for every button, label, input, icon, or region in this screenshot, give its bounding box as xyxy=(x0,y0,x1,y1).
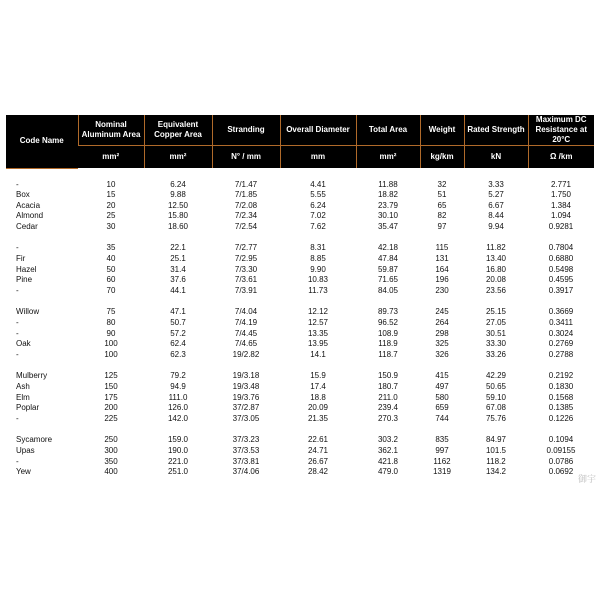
cell-weight: 326 xyxy=(435,349,449,359)
cell-stranding: 37/4.06 xyxy=(232,467,260,477)
cell-equivalent-copper: 44.1 xyxy=(170,285,186,295)
cell-rated-strength: 59.10 xyxy=(485,392,507,402)
cell-equivalent-copper: 18.60 xyxy=(167,221,189,231)
cell-total-area: 303.2 xyxy=(377,435,399,445)
cell-code-name: Elm xyxy=(16,392,30,402)
header-max-dc-resistance: Maximum DC Resistance at 20°C xyxy=(528,115,594,146)
unit-total-area: mm² xyxy=(356,146,420,169)
cell-total-area: 150.9 xyxy=(377,371,399,381)
cell-max-dc-resistance: 2.771 xyxy=(550,179,572,189)
table-row xyxy=(6,265,594,276)
cell-overall-diameter: 11.73 xyxy=(308,285,328,295)
cell-nominal-area: 10 xyxy=(106,179,116,189)
cell-rated-strength: 5.27 xyxy=(488,190,504,200)
cell-equivalent-copper: 79.2 xyxy=(170,371,186,381)
cell-max-dc-resistance: 0.3024 xyxy=(548,328,574,338)
cell-nominal-area: 150 xyxy=(104,382,118,391)
cell-equivalent-copper: 15.80 xyxy=(167,211,189,221)
cell-stranding: 7/4.65 xyxy=(234,339,258,349)
table-row xyxy=(6,222,594,233)
cell-equivalent-copper: 31.4 xyxy=(170,264,186,274)
cell-max-dc-resistance: 0.2788 xyxy=(548,349,574,359)
watermark-text: 御宇 xyxy=(578,474,597,484)
cell-stranding: 7/1.47 xyxy=(234,179,258,189)
cell-weight: 196 xyxy=(435,275,449,285)
cell-total-area: 211.0 xyxy=(378,392,398,402)
cell-rated-strength: 9.94 xyxy=(488,221,504,231)
cell-overall-diameter: 20.09 xyxy=(307,403,329,413)
group-spacer-cell xyxy=(6,232,594,243)
cell-equivalent-copper: 221.0 xyxy=(167,456,189,466)
cell-nominal-area: 100 xyxy=(104,349,118,359)
cell-code-name: Yew xyxy=(16,467,31,477)
cell-code-name: Upas xyxy=(16,445,35,455)
cell-overall-diameter: 5.55 xyxy=(310,190,326,200)
cell-max-dc-resistance: 0.1226 xyxy=(548,413,574,423)
cell-weight: 580 xyxy=(435,392,449,402)
table-row xyxy=(6,371,594,382)
cell-overall-diameter: 4.41 xyxy=(310,179,326,189)
table-row xyxy=(6,243,594,254)
cell-overall-diameter: 6.24 xyxy=(310,200,326,210)
cell-max-dc-resistance: 0.3917 xyxy=(548,285,574,295)
cell-weight: 131 xyxy=(435,254,449,264)
table-row xyxy=(6,307,594,318)
cell-stranding: 7/3.91 xyxy=(234,285,258,295)
cell-code-name: Mulberry xyxy=(16,371,48,381)
table-row xyxy=(6,180,594,191)
cell-equivalent-copper: 57.2 xyxy=(170,328,186,338)
cell-rated-strength: 101.5 xyxy=(485,445,507,455)
cell-rated-strength: 67.08 xyxy=(485,403,507,413)
cell-weight: 497 xyxy=(435,382,449,391)
cell-max-dc-resistance: 1.750 xyxy=(550,190,572,200)
cell-rated-strength: 134.2 xyxy=(485,467,507,477)
table-row xyxy=(6,201,594,212)
unit-nominal-area: mm² xyxy=(78,146,144,169)
cell-rated-strength: 25.15 xyxy=(485,307,507,317)
cell-code-name: - xyxy=(16,456,19,466)
cell-equivalent-copper: 47.1 xyxy=(170,307,186,317)
unit-rated-strength: kN xyxy=(464,146,528,169)
cell-nominal-area: 30 xyxy=(106,221,116,231)
cell-nominal-area: 75 xyxy=(106,307,116,317)
cell-weight: 744 xyxy=(435,413,449,423)
cell-code-name: Hazel xyxy=(16,264,37,274)
header-equivalent-copper: Equivalent Copper Area xyxy=(144,115,212,146)
cell-nominal-area: 35 xyxy=(106,243,116,253)
cell-stranding: 7/2.34 xyxy=(234,211,258,221)
cell-total-area: 89.73 xyxy=(377,307,399,317)
cell-weight: 1162 xyxy=(433,456,451,466)
cell-equivalent-copper: 142.0 xyxy=(167,413,189,423)
cell-code-name: - xyxy=(16,328,19,338)
cell-overall-diameter: 28.42 xyxy=(307,467,329,477)
cell-stranding: 19/3.76 xyxy=(232,392,260,402)
cell-overall-diameter: 7.62 xyxy=(310,221,326,231)
cell-nominal-area: 60 xyxy=(106,275,116,285)
cell-nominal-area: 250 xyxy=(104,435,118,445)
cell-total-area: 108.9 xyxy=(377,328,399,338)
cell-overall-diameter: 12.57 xyxy=(307,318,329,328)
cell-nominal-area: 200 xyxy=(104,403,118,413)
header-rated-strength: Rated Strength xyxy=(464,115,528,146)
group-spacer xyxy=(6,360,594,371)
cell-total-area: 11.88 xyxy=(378,179,398,189)
cell-stranding: 7/2.95 xyxy=(234,254,258,264)
table-row xyxy=(6,446,594,457)
cell-nominal-area: 50 xyxy=(106,264,116,274)
cell-weight: 32 xyxy=(437,179,447,189)
cell-weight: 82 xyxy=(437,211,447,221)
cell-total-area: 23.79 xyxy=(377,200,399,210)
cell-total-area: 239.4 xyxy=(377,403,399,413)
cell-equivalent-copper: 190.0 xyxy=(167,445,189,455)
cell-stranding: 7/4.19 xyxy=(234,318,258,328)
cell-total-area: 30.10 xyxy=(377,211,399,221)
cell-equivalent-copper: 94.9 xyxy=(170,382,186,391)
cell-total-area: 71.65 xyxy=(377,275,399,285)
cell-stranding: 37/3.53 xyxy=(232,445,260,455)
cell-equivalent-copper: 111.0 xyxy=(168,392,188,402)
cell-overall-diameter: 24.71 xyxy=(307,445,329,455)
unit-weight: kg/km xyxy=(420,146,464,169)
cell-equivalent-copper: 22.1 xyxy=(170,243,186,253)
cell-weight: 65 xyxy=(437,200,447,210)
cell-stranding: 19/2.82 xyxy=(232,349,260,359)
cell-overall-diameter: 12.12 xyxy=(307,307,329,317)
cell-equivalent-copper: 50.7 xyxy=(170,318,186,328)
cell-total-area: 421.8 xyxy=(377,456,399,466)
cell-weight: 415 xyxy=(435,371,449,381)
cell-nominal-area: 40 xyxy=(106,254,116,264)
cell-nominal-area: 20 xyxy=(106,200,116,210)
cell-nominal-area: 225 xyxy=(104,413,118,423)
cell-stranding: 37/3.81 xyxy=(232,456,260,466)
header-code-name: Code Name xyxy=(6,115,78,168)
cell-rated-strength: 118.2 xyxy=(486,456,506,466)
header-nominal-area: Nominal Aluminum Area xyxy=(78,115,144,146)
cell-max-dc-resistance: 0.7804 xyxy=(548,243,574,253)
group-spacer-cell xyxy=(6,360,594,371)
cell-rated-strength: 33.30 xyxy=(485,339,507,349)
cell-rated-strength: 42.29 xyxy=(485,371,507,381)
table-row xyxy=(6,254,594,265)
table-row xyxy=(6,435,594,446)
group-spacer xyxy=(6,232,594,243)
cell-code-name: - xyxy=(16,179,19,189)
unit-overall-diameter: mm xyxy=(280,146,356,169)
table-row xyxy=(6,393,594,404)
cell-code-name: Willow xyxy=(16,307,40,317)
cell-equivalent-copper: 9.88 xyxy=(170,190,186,200)
cell-max-dc-resistance: 0.09155 xyxy=(546,445,576,455)
cell-max-dc-resistance: 1.384 xyxy=(550,200,572,210)
cell-nominal-area: 25 xyxy=(106,211,116,221)
group-spacer xyxy=(6,168,594,180)
header-overall-diameter: Overall Diameter xyxy=(280,115,356,146)
cell-weight: 97 xyxy=(437,221,447,231)
cell-weight: 997 xyxy=(435,445,449,455)
cell-total-area: 96.52 xyxy=(377,318,399,328)
cell-max-dc-resistance: 0.1830 xyxy=(548,382,574,391)
cell-max-dc-resistance: 0.9281 xyxy=(548,221,574,231)
cell-nominal-area: 125 xyxy=(104,371,118,381)
table-row xyxy=(6,382,594,393)
cell-equivalent-copper: 37.6 xyxy=(170,275,186,285)
cell-overall-diameter: 13.35 xyxy=(307,328,329,338)
cell-rated-strength: 20.08 xyxy=(485,275,507,285)
cell-overall-diameter: 14.1 xyxy=(310,349,326,359)
cell-stranding: 7/2.77 xyxy=(234,243,258,253)
group-spacer xyxy=(6,296,594,307)
cell-weight: 298 xyxy=(435,328,449,338)
cell-nominal-area: 350 xyxy=(104,456,118,466)
cell-code-name: - xyxy=(16,349,19,359)
cell-max-dc-resistance: 0.2769 xyxy=(548,339,574,349)
table-row xyxy=(6,414,594,425)
cell-weight: 1319 xyxy=(433,467,451,477)
table-row xyxy=(6,318,594,329)
cell-overall-diameter: 18.8 xyxy=(310,392,326,402)
cell-overall-diameter: 21.35 xyxy=(307,413,329,423)
cell-total-area: 42.18 xyxy=(377,243,399,253)
cell-stranding: 7/3.61 xyxy=(234,275,258,285)
cell-nominal-area: 400 xyxy=(104,467,118,477)
cell-rated-strength: 8.44 xyxy=(488,211,504,221)
cell-overall-diameter: 13.95 xyxy=(307,339,329,349)
cell-weight: 115 xyxy=(435,243,449,253)
cell-stranding: 37/3.23 xyxy=(232,435,260,445)
cell-code-name: Cedar xyxy=(16,221,38,231)
table-row xyxy=(6,339,594,350)
cell-weight: 264 xyxy=(435,318,449,328)
cell-stranding: 7/4.04 xyxy=(234,307,258,317)
cell-equivalent-copper: 62.3 xyxy=(170,349,186,359)
cell-code-name: - xyxy=(16,285,19,295)
cell-equivalent-copper: 6.24 xyxy=(170,179,186,189)
cell-code-name: Almond xyxy=(16,211,44,221)
table-row xyxy=(6,286,594,297)
cell-stranding: 19/3.18 xyxy=(232,371,260,381)
cell-code-name: - xyxy=(16,243,19,253)
cell-nominal-area: 70 xyxy=(106,285,116,295)
header-weight: Weight xyxy=(420,115,464,146)
cell-code-name: Ash xyxy=(16,382,30,391)
cell-total-area: 180.7 xyxy=(377,382,399,391)
cell-total-area: 270.3 xyxy=(377,413,399,423)
cell-weight: 230 xyxy=(435,285,449,295)
conductor-spec-table-container xyxy=(6,115,594,478)
cell-total-area: 18.82 xyxy=(377,190,399,200)
cell-total-area: 59.87 xyxy=(377,264,399,274)
cell-rated-strength: 13.40 xyxy=(485,254,507,264)
cell-equivalent-copper: 251.0 xyxy=(167,467,189,477)
cell-max-dc-resistance: 0.0692 xyxy=(548,467,574,477)
cell-total-area: 35.47 xyxy=(377,221,399,231)
cell-nominal-area: 100 xyxy=(104,339,118,349)
cell-nominal-area: 80 xyxy=(106,318,116,328)
cell-rated-strength: 50.65 xyxy=(485,382,507,391)
unit-stranding: N° / mm xyxy=(212,146,280,169)
group-spacer-cell xyxy=(6,296,594,307)
cell-code-name: Poplar xyxy=(16,403,40,413)
cell-max-dc-resistance: 0.1094 xyxy=(548,435,574,445)
cell-max-dc-resistance: 0.1568 xyxy=(548,392,574,402)
cell-weight: 51 xyxy=(437,190,447,200)
header-stranding: Stranding xyxy=(212,115,280,146)
cell-equivalent-copper: 126.0 xyxy=(167,403,189,413)
cell-code-name: Pine xyxy=(16,275,33,285)
cell-overall-diameter: 8.85 xyxy=(310,254,326,264)
units-row xyxy=(6,146,594,169)
table-row xyxy=(6,403,594,414)
cell-nominal-area: 300 xyxy=(104,445,118,455)
cell-code-name: Fir xyxy=(16,254,26,264)
cell-rated-strength: 30.51 xyxy=(485,328,507,338)
cell-overall-diameter: 9.90 xyxy=(310,264,326,274)
cell-total-area: 118.9 xyxy=(378,339,398,349)
cell-stranding: 7/2.08 xyxy=(234,200,258,210)
cell-equivalent-copper: 25.1 xyxy=(170,254,186,264)
cell-max-dc-resistance: 0.0786 xyxy=(548,456,574,466)
cell-nominal-area: 15 xyxy=(106,190,116,200)
cell-stranding: 37/3.05 xyxy=(232,413,260,423)
cell-overall-diameter: 22.61 xyxy=(307,435,329,445)
cell-code-name: Box xyxy=(16,190,30,200)
cell-rated-strength: 75.76 xyxy=(485,413,507,423)
cell-rated-strength: 33.26 xyxy=(485,349,507,359)
table-row xyxy=(6,190,594,201)
cell-total-area: 47.84 xyxy=(377,254,399,264)
cell-code-name: - xyxy=(16,413,19,423)
cell-code-name: - xyxy=(16,318,19,328)
cell-code-name: Sycamore xyxy=(16,435,53,445)
cell-equivalent-copper: 62.4 xyxy=(170,339,186,349)
cell-stranding: 37/2.87 xyxy=(232,403,260,413)
cell-max-dc-resistance: 0.5498 xyxy=(548,264,574,274)
cell-total-area: 84.05 xyxy=(377,285,399,295)
unit-equivalent-copper: mm² xyxy=(144,146,212,169)
table-row xyxy=(6,329,594,340)
cell-rated-strength: 3.33 xyxy=(488,179,504,189)
cell-stranding: 7/2.54 xyxy=(234,221,258,231)
cell-total-area: 479.0 xyxy=(377,467,399,477)
table-row xyxy=(6,467,594,478)
cell-rated-strength: 6.67 xyxy=(488,200,504,210)
cell-rated-strength: 84.97 xyxy=(485,435,507,445)
group-spacer xyxy=(6,424,594,435)
table-row xyxy=(6,275,594,286)
cell-rated-strength: 11.82 xyxy=(486,243,506,253)
cell-weight: 164 xyxy=(435,264,449,274)
cell-stranding: 7/3.30 xyxy=(234,264,258,274)
cell-max-dc-resistance: 1.094 xyxy=(550,211,572,221)
table-row xyxy=(6,211,594,222)
cell-equivalent-copper: 159.0 xyxy=(167,435,189,445)
unit-max-dc-resistance: Ω /km xyxy=(528,146,594,169)
cell-max-dc-resistance: 0.6880 xyxy=(548,254,574,264)
cell-nominal-area: 175 xyxy=(104,392,118,402)
cell-total-area: 118.7 xyxy=(378,349,398,359)
header-row xyxy=(6,115,594,146)
table-row xyxy=(6,457,594,468)
cell-weight: 325 xyxy=(435,339,449,349)
cell-nominal-area: 90 xyxy=(106,328,116,338)
cell-weight: 835 xyxy=(435,435,449,445)
cell-max-dc-resistance: 0.4595 xyxy=(548,275,574,285)
cell-code-name: Acacia xyxy=(16,200,41,210)
conductor-spec-table xyxy=(6,115,594,478)
cell-weight: 245 xyxy=(435,307,449,317)
cell-stranding: 7/1.85 xyxy=(234,190,258,200)
cell-overall-diameter: 8.31 xyxy=(310,243,326,253)
table-body xyxy=(6,168,594,478)
cell-max-dc-resistance: 0.3411 xyxy=(549,318,573,328)
cell-rated-strength: 27.05 xyxy=(485,318,507,328)
cell-max-dc-resistance: 0.1385 xyxy=(548,403,574,413)
cell-stranding: 19/3.48 xyxy=(232,382,260,391)
cell-code-name: Oak xyxy=(16,339,31,349)
header-total-area: Total Area xyxy=(356,115,420,146)
table-row xyxy=(6,350,594,361)
group-spacer-cell xyxy=(6,424,594,435)
cell-overall-diameter: 10.83 xyxy=(307,275,329,285)
cell-overall-diameter: 15.9 xyxy=(310,371,326,381)
cell-stranding: 7/4.45 xyxy=(234,328,258,338)
cell-max-dc-resistance: 0.3669 xyxy=(548,307,574,317)
cell-weight: 659 xyxy=(435,403,449,413)
cell-overall-diameter: 26.67 xyxy=(307,456,329,466)
cell-rated-strength: 23.56 xyxy=(485,285,507,295)
cell-equivalent-copper: 12.50 xyxy=(167,200,189,210)
cell-max-dc-resistance: 0.2192 xyxy=(548,371,574,381)
cell-overall-diameter: 17.4 xyxy=(310,382,326,391)
group-spacer-cell xyxy=(6,168,594,180)
cell-total-area: 362.1 xyxy=(377,445,399,455)
cell-overall-diameter: 7.02 xyxy=(310,211,326,221)
cell-rated-strength: 16.80 xyxy=(485,264,507,274)
